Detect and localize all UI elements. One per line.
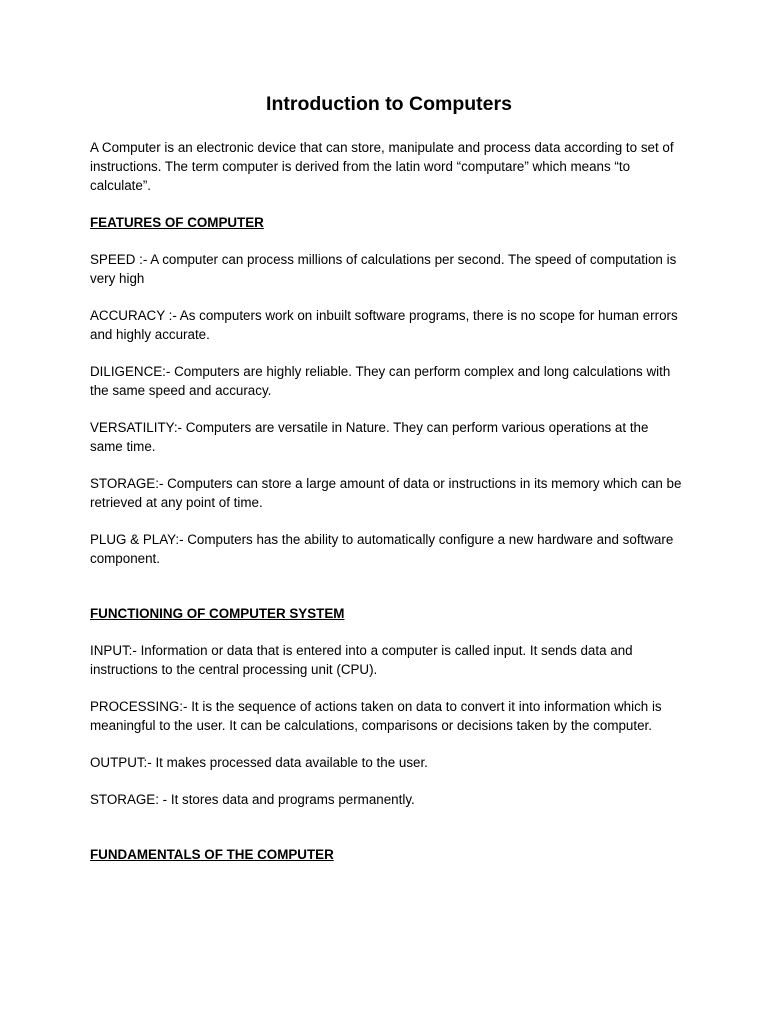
- function-output: OUTPUT:- It makes processed data available to the user.: [90, 755, 428, 770]
- fundamentals-heading: FUNDAMENTALS OF THE COMPUTER: [90, 847, 334, 862]
- function-storage: STORAGE: - It stores data and programs permanently.: [90, 792, 415, 807]
- function-processing: PROCESSING:- It is the sequence of actions taken on data to convert it into information which is meaningful to the user. It can be calculations, comparisons or decisions taken by the computer.: [90, 699, 662, 733]
- feature-diligence: DILIGENCE:- Computers are highly reliable. They can perform complex and long calculations with the same speed and accuracy.: [90, 364, 671, 398]
- intro-paragraph: A Computer is an electronic device that can store, manipulate and process data according to set of instructions. The term computer is derived from the latin word “computare” which means “to calculate”.: [90, 140, 674, 193]
- document-body: [90, 92, 682, 882]
- feature-accuracy: ACCURACY :- As computers work on inbuilt software programs, there is no scope for human errors and highly accurate.: [90, 308, 678, 342]
- document-title: Introduction to Computers: [266, 93, 512, 115]
- feature-plug-and-play: PLUG & PLAY:- Computers has the ability to automatically configure a new hardware and software component.: [90, 532, 674, 566]
- feature-versatility: VERSATILITY:- Computers are versatile in Nature. They can perform various operations at the same time.: [90, 420, 649, 454]
- function-input: INPUT:- Information or data that is entered into a computer is called input. It sends data and instructions to the central processing unit (CPU).: [90, 643, 633, 677]
- features-heading: FEATURES OF COMPUTER: [90, 215, 264, 230]
- feature-speed: SPEED :- A computer can process millions of calculations per second. The speed of computation is very high: [90, 252, 677, 286]
- functioning-heading: FUNCTIONING OF COMPUTER SYSTEM: [90, 606, 345, 621]
- feature-storage: STORAGE:- Computers can store a large amount of data or instructions in its memory which can be retrieved at any point of time.: [90, 476, 682, 510]
